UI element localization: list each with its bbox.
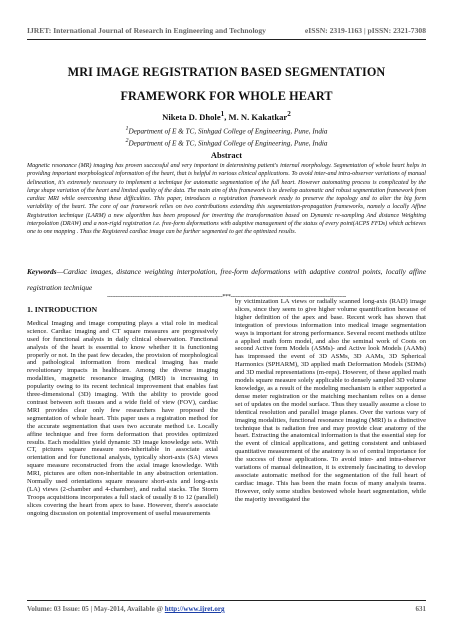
- title-line-1: MRI IMAGE REGISTRATION BASED SEGMENTATION: [67, 65, 386, 79]
- author-affil-mark: 2: [287, 110, 291, 118]
- journal-link[interactable]: http://www.ijret.org: [164, 605, 225, 613]
- affiliations: [27, 124, 426, 149]
- author-name: M. N. Kakatkar: [228, 111, 288, 122]
- body-paragraph: by victimization LA views or radially scanned long-axis (RAD) image slices, since they seem to give higher volume quantification because of higher definition of the apex and base. Recent work has shown that integration of previous information into medical image segmentation ways is important for strong performance. Several recent methods utilize a applied math form model, and also the seminal work of Coots on second Active form Models (ASMs)- and Active look Models (AAMs) has impressed the event of 3D ASMs, 3D AAMs, 3D Spherical Harmonics (SPHARM), 3D applied math Deformation Models (SDMs) and 3D medial representations (m-reps). However, of these applied math models square measure solely applicable to densely sampled 3D volume knowledge, as a result of the modeling mechanism is either supported a dense meter registration or the matching mechanism relies on a dense set of updates on the model surface. Thus they usually assume a close to identical resolution and parallel image planes. Over the various vary of imaging modalities, functional resonance imaging (MRI) is a distinctive technique that is radiation free and may provide clear anatomy of the heart. Extracting the anatomical information is that the essential step for the event of clinical applications, and getting consistent and unbiased quantitative measurement of the anatomy is so of central importance for the success of those applications. To avoid inter- and intra-observer variations of manual delineation, it is extremely fascinating to develop associate automatic method for the segmentation of the full heart of cardiac image. This has been the main focus of many analysis teams. However, only some studies bestowed whole heart segmentation, while the majority investigated the: [235, 298, 426, 503]
- affiliation-text: Department of E & TC, Sinhgad College of Engineering, Pune, India: [128, 139, 328, 148]
- right-column: [235, 298, 426, 504]
- affil-mark: 2: [125, 138, 129, 145]
- author-name: Niketa D. Dhole: [162, 111, 221, 122]
- keywords-text: —Cardiac images, distance weighting interpolation, free-form deformations with adaptive control points, locally affine registration technique: [27, 267, 426, 292]
- journal-name: IJRET: International Journal of Research in Engineering and Technology: [27, 26, 266, 35]
- abstract-heading: Abstract: [210, 151, 243, 160]
- body-paragraph: Medical Imaging and image computing plays a vital role in medical science. Cardiac imaging and CT square measures are progressively used for functional analysis in daily clinical observation. Functional analysis of the heart is essential to know whether it is functioning properly or not. In the past few decades, the provision of morphological and pathological information from medical imaging has made revolutionary impacts in healthcare. Among the diverse imaging modalities, magnetic resonance imaging (MRI) is increasing in popularity owing to its recent technical improvement that enables fast three-dimensional (3D) imaging. With the ability to provide good contrast between soft tissues and a wide field of view (FOV), cardiac MRI provides clear only few researchers have proposed the segmentation of whole heart. This paper uses a registration method for the accurate segmentation that uses two accurate method i.e. Locally affine technique and free form deformation that provides optimized results. Each modalities yield dynamic 3D image knowledge sets. With CT, pictures square measure non-inheritable in associate axial orientation and for functional analysis, typically short-axis (SA) views square measure reconstructed from the axial image knowledge. With MRI, pictures are often non-inheritable in any abstraction orientation. Normally used orientations square measure short-axis and long-axis (LA) views (2-chamber and 4-chamber), and radial stacks. The Storm Troops acquisitions incorporates a full stack of usually 8 to 12 (parallel) slices covering the heart from apex to base. However, there's associate ongoing discussion on potential improvement of useful measurements: [27, 319, 218, 517]
- keywords-block: [27, 264, 426, 296]
- volume-text: Volume: 03 Issue: 05 | May-2014, Available @: [27, 605, 165, 613]
- keywords-label: Keywords: [27, 267, 57, 276]
- section-heading: 1. INTRODUCTION: [27, 305, 98, 314]
- footer-volume-info: [27, 605, 225, 613]
- page-number: 631: [415, 605, 426, 613]
- section-separator: --------------------------------------------------------------------***--------------------------------------------------------------------: [106, 294, 347, 300]
- running-header: [27, 26, 426, 40]
- affil-mark: 1: [125, 126, 129, 132]
- issn-info: eISSN: 2319-1163 | pISSN: 2321-7308: [304, 26, 426, 35]
- abstract-text: Magnetic resonance (MR) imaging has proven successful and very important in determining patient's internal morphology. Segmentation of whole heart helps in providing important morphological information of the heart, that is helpful in various clinical applications. To avoid inter-and intra-observer variations of manual delineation, it's extremely necessary to implement a technique for automatic segmentation of the full heart. However automating process is complicated by the large shape variation of the heart and limited quality of the data. The main aim of this framework is to develop automatic and robust segmentation framework from cardiac MRI while overcoming these difficulties. This paper, introduces a registration framework ready to preserve the topology and to alter the big form variability of the heart. The core of our framework relies on two contributions extending this segmentation-propagation frameworks, namely a locally Affine Registration technique (LARM) a new algorithm has been proposed for inverting the transformation based on Dynamic re-sampling And distance Weighting interpolation (DRAW) and a non-rigid registration i.e. free-form deformations with adaptive management of the status of every point(ACPS FFDs) which achieves one to one mapping . Thus the Registered cardiac image can be further segmented to get the optimized results.: [27, 163, 426, 236]
- author-list: [27, 110, 426, 122]
- author-separator: ,: [224, 111, 229, 122]
- left-column: [27, 306, 218, 518]
- author-affil-mark: 1: [220, 110, 225, 118]
- affiliation-text: Department of E & TC, Sinhgad College of Engineering, Pune, India: [128, 127, 328, 136]
- affiliation-line: [27, 124, 426, 136]
- page-footer: [27, 600, 426, 613]
- title-line-2: FRAMEWORK FOR WHOLE HEART: [120, 89, 333, 103]
- affiliation-line: [27, 136, 426, 148]
- paper-title: [27, 60, 426, 108]
